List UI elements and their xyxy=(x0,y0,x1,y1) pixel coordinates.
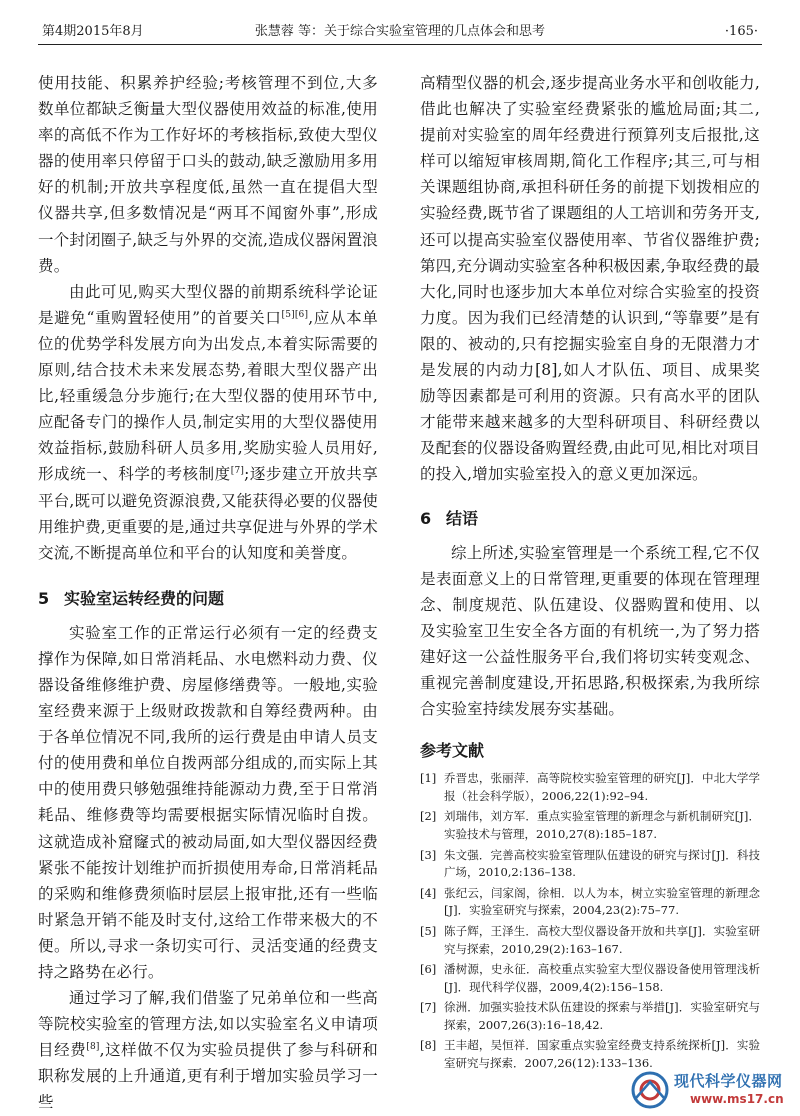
reference-list xyxy=(420,770,760,1073)
section-heading xyxy=(38,588,378,610)
reference-number: [5] xyxy=(420,923,437,938)
reference-number: [8] xyxy=(420,1038,437,1053)
reference-item xyxy=(420,808,760,843)
paragraph xyxy=(38,279,378,566)
citation: [5][6] xyxy=(281,309,309,320)
reference-item xyxy=(420,770,760,805)
paragraph: 实验室工作的正常运行必须有一定的经费支撑作为保障,如日常消耗品、水电燃料动力费、仪器设备维修维护费、房屋修缮费等。一般地,实验室经费来源于上级财政拨款和自筹经费两种。由于各单位情况不同,我所的运行费是由申请人员支付的使用费和单位自拨两部分组成的,而实际上其中的使用费只够勉强维持能源动力费,至于日常消耗品、维修费等均需要根据实际情况临时自拨。这就造成补窟窿式的被动局面,如大型仪器因经费紧张不能按计划维护而折损使用寿命,日常消耗品的采购和维修费须临时层层上报审批,还有一些临时紧急开销不能及时支付,这给工作带来极大的不便。所以,寻求一条切实可行、灵活变通的经费支持之路势在必行。 xyxy=(38,623,378,981)
issue-date: 第4期2015年8月 xyxy=(42,24,144,39)
section-number: 6 xyxy=(420,508,432,528)
reference-text: 潘树源，史永征．高校重点实验室大型仪器设备使用管理浅析[J]．现代科学仪器，2009,4(2):156–158. xyxy=(444,962,760,994)
logo-icon xyxy=(630,1070,670,1110)
reference-item xyxy=(420,961,760,996)
reference-text: 张纪云，闫家阁，徐相．以人为本，树立实验室管理的新理念[J]．实验室研究与探索，2004,23(2):75–77. xyxy=(444,885,760,918)
watermark-name: 现代科学仪器网 xyxy=(674,1072,783,1090)
paragraph xyxy=(38,985,378,1115)
site-watermark xyxy=(630,1068,794,1112)
running-title: 张慧蓉 等：关于综合实验室管理的几点体会和思考 xyxy=(254,24,546,39)
citation: [7] xyxy=(230,466,245,477)
paragraph: 高精型仪器的机会,逐步提高业务水平和创收能力,借此也解决了实验室经费紧张的尴尬局面;其二,提前对实验室的周年经费进行预算列支后报批,这样可以缩短审核周期,简化工作程序;其三,可与相关课题组协商,承担科研任务的前提下划拨相应的实验经费,既节省了课题组的人工培训和劳务开支,还可以提高实验室仪器使用率、节省仪器维护费;第四,充分调动实验室各种积极因素,争取经费的最大化,同时也逐步加大本单位对综合实验室的投资力度。因为我们已经清楚的认识到,“等靠要”是有限的、被动的,只有挖掘实验室自身的无限潜力才是发展的内动力[8],如人才队伍、项目、成果奖励等因素都是可利用的资源。只有高水平的团队才能带来越来越多的大型科研项目、科研经费以及配套的仪器设备购置经费,由此可见,相比对项目的投入,增加实验室投入的意义更加深远。 xyxy=(420,74,760,484)
running-header xyxy=(38,20,762,45)
watermark-url: www.ms17.cn xyxy=(690,1092,784,1106)
reference-item xyxy=(420,923,760,958)
right-column xyxy=(420,70,760,1073)
reference-item xyxy=(420,885,760,920)
paragraph-text: 通过学习了解,我们借鉴了兄弟单位和一些高等院校实验室的管理方法,如以实验室名义申请项目经费 xyxy=(38,989,378,1060)
citation: [8] xyxy=(86,1042,100,1053)
paragraph-text: 由此可见,购买大型仪器的前期系统科学论证是避免“重购置轻使用”的首要关口 xyxy=(38,282,378,327)
paragraph-text: ;逐步建立开放共享平台,既可以避免资源浪费,又能获得必要的仪器使用维护费,更重要的是,通过共享促进与外界的学术交流,不断提高单位和平台的认知度和美誉度。 xyxy=(38,465,378,562)
paragraph-text: ,这样做不仅为实验员提供了参与科研和职称发展的上升通道,更有利于增加实验员学习一些 xyxy=(38,1041,378,1112)
reference-number: [4] xyxy=(420,885,437,900)
reference-number: [1] xyxy=(420,771,437,786)
section-title: 结语 xyxy=(446,508,479,528)
left-column xyxy=(38,70,378,1116)
section-title: 实验室运转经费的问题 xyxy=(64,588,225,608)
reference-text: 王丰超，吴恒祥．国家重点实验室经费支持系统探析[J]．实验室研究与探索．2007,26(12):133–136. xyxy=(444,1038,760,1071)
reference-text: 刘瑞伟，刘方军．重点实验室管理的新理念与新机制研究[J]．实验技术与管理，2010,27(8):185–187. xyxy=(444,809,760,841)
reference-number: [3] xyxy=(420,847,437,862)
reference-text: 朱文强．完善高校实验室管理队伍建设的研究与探讨[J]．科技广场，2010,2:136–138. xyxy=(444,847,760,880)
references-heading: 参考文献 xyxy=(420,741,485,761)
reference-text: 乔晋忠，张丽萍．高等院校实验室管理的研究[J]．中北大学学报（社会科学版），2006,22(1):92–94. xyxy=(444,771,760,803)
reference-number: [6] xyxy=(420,962,437,977)
section-number: 5 xyxy=(38,588,50,608)
page-number: ·165· xyxy=(724,24,758,39)
paragraph: 综上所述,实验室管理是一个系统工程,它不仅是表面意义上的日常管理,更重要的体现在管理理念、制度规范、队伍建设、仪器购置和使用、以及实验室卫生安全各方面的有机统一,为了努力搭建好这一公益性服务平台,我们将切实转变观念、重视完善制度建设,开拓思路,积极探索,为我所综合实验室持续发展夯实基础。 xyxy=(420,543,760,719)
paragraph: 使用技能、积累养护经验;考核管理不到位,大多数单位都缺乏衡量大型仪器使用效益的标准,使用率的高低不作为工作好坏的考核指标,致使大型仪器的使用率只停留于口头的鼓动,缺乏激励用多用好的机制;开放共享程度低,虽然一直在提倡大型仪器共享,但多数情况是“两耳不闻窗外事”,形成一个封闭圈子,缺乏与外界的交流,造成仪器闲置浪费。 xyxy=(38,74,378,275)
section-heading xyxy=(420,508,760,530)
reference-text: 陈子辉，王泽生．高校大型仪器设备开放和共享[J]．实验室研究与探索，2010,29(2):163–167. xyxy=(444,923,760,956)
reference-text: 徐洲．加强实验技术队伍建设的探索与举措[J]．实验室研究与探索，2007,26(3):16–18,42. xyxy=(444,1000,760,1032)
reference-item xyxy=(420,999,760,1034)
reference-number: [2] xyxy=(420,809,437,824)
reference-item xyxy=(420,847,760,882)
reference-number: [7] xyxy=(420,1000,437,1015)
paragraph-text: ,应从本单位的优势学科发展方向为出发点,本着实际需要的原则,结合技术未来发展态势,着眼大型仪器产出比,轻重缓急分步施行;在大型仪器的使用环节中,应配备专门的操作人员,制定实用的大型仪器使用效益指标,鼓励科研人员多用,奖励实验人员用好,形成统一、科学的考核制度 xyxy=(38,308,378,484)
